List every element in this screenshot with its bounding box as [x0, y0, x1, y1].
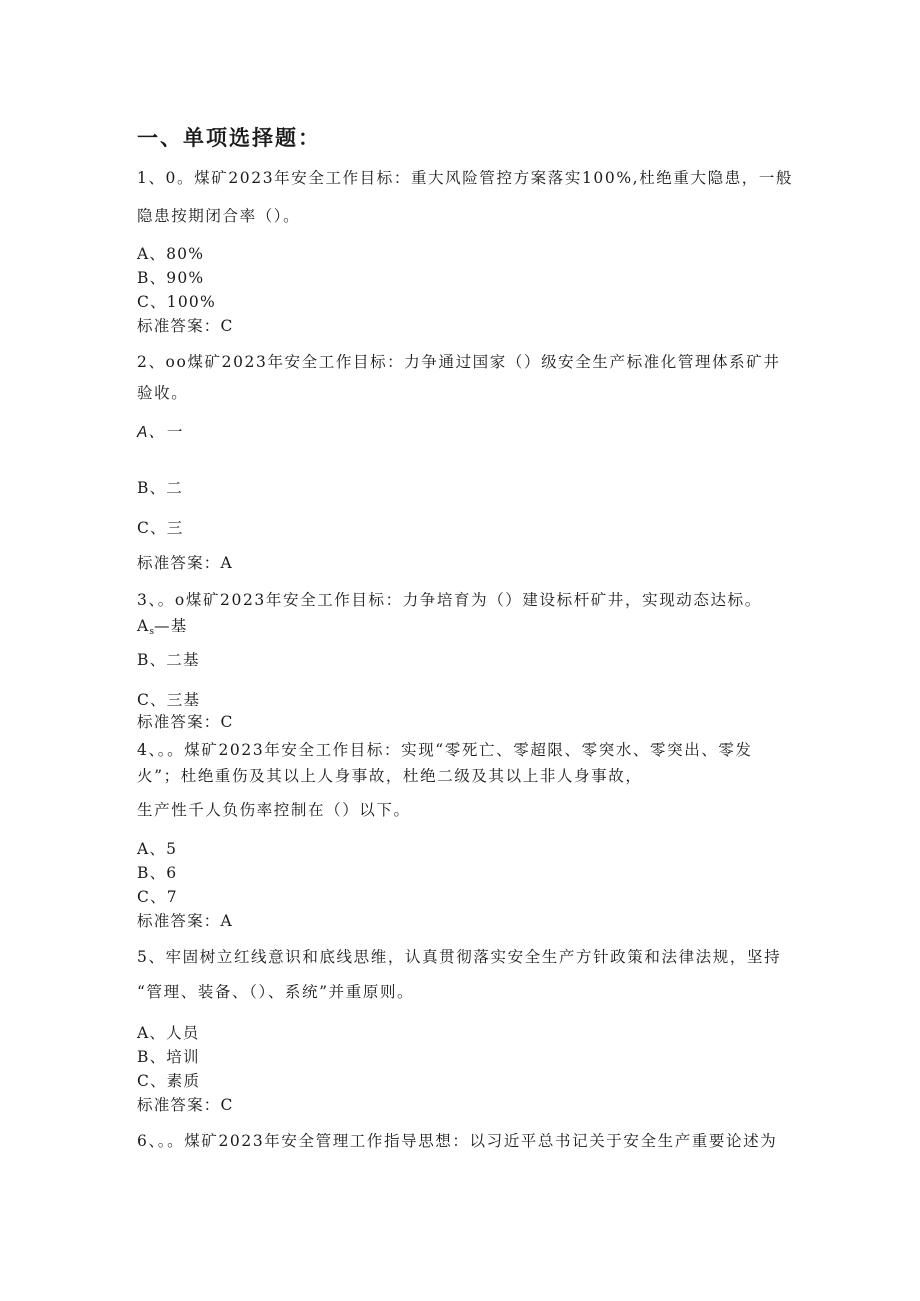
option-b: B、培训 [137, 1048, 200, 1066]
question-text: 验收。 [137, 384, 189, 402]
question-text: 生产性千人负伤率控制在（）以下。 [137, 801, 411, 819]
option-c: C、100% [137, 293, 216, 311]
option-a [137, 616, 187, 642]
option-a: A、5 [137, 840, 178, 858]
question-text: 3、。o煤矿2023年安全工作目标：力争培育为（）建设标杆矿井，实现动态达标。 [137, 591, 762, 609]
question-text: 4、。。煤矿2023年安全工作目标：实现“零死亡、零超限、零突水、零突出、零发 [137, 741, 753, 759]
question-text: 1、0。煤矿2023年安全工作目标：重大风险管控方案落实100%,杜绝重大隐患，一般 [137, 169, 794, 187]
question-text: 隐患按期闭合率（）。 [137, 207, 301, 225]
option-c: C、三基 [137, 691, 201, 709]
question-text: 火”；杜绝重伤及其以上人身事故，杜绝二级及其以上非人身事故， [137, 767, 643, 785]
standard-answer: 标准答案：A [137, 912, 233, 930]
option-a-text: —基 [154, 617, 188, 635]
standard-answer: 标准答案：C [137, 1096, 234, 1114]
option-a: A、人员 [137, 1024, 200, 1042]
option-a-subscript: s [149, 627, 155, 637]
option-c: C、素质 [137, 1072, 201, 1090]
option-c: C、7 [137, 888, 178, 906]
option-c: C、三 [137, 519, 184, 537]
question-text: 5、牢固树立红线意识和底线思维，认真贯彻落实安全生产方针政策和法律法规，坚持 [137, 948, 782, 966]
section-heading: 一、单项选择题： [137, 126, 321, 150]
option-b: B、二基 [137, 651, 200, 669]
option-b: B、90% [137, 269, 205, 287]
option-a-letter: A [137, 617, 150, 635]
option-b: B、6 [137, 864, 178, 882]
question-text: “管理、装备、（）、系统”并重原则。 [137, 983, 415, 1001]
question-text: 6、。。煤矿2023年安全管理工作指导思想：以习近平总书记关于安全生产重要论述为 [137, 1132, 778, 1150]
standard-answer: 标准答案：A [137, 554, 233, 572]
option-a: A、80% [137, 245, 205, 263]
option-a: A、一 [137, 424, 182, 441]
standard-answer: 标准答案：C [137, 317, 234, 335]
standard-answer: 标准答案：C [137, 713, 234, 731]
option-b: B、二 [137, 479, 183, 497]
question-text: 2、oo煤矿2023年安全工作目标：力争通过国家（）级安全生产标准化管理体系矿井 [137, 353, 781, 371]
